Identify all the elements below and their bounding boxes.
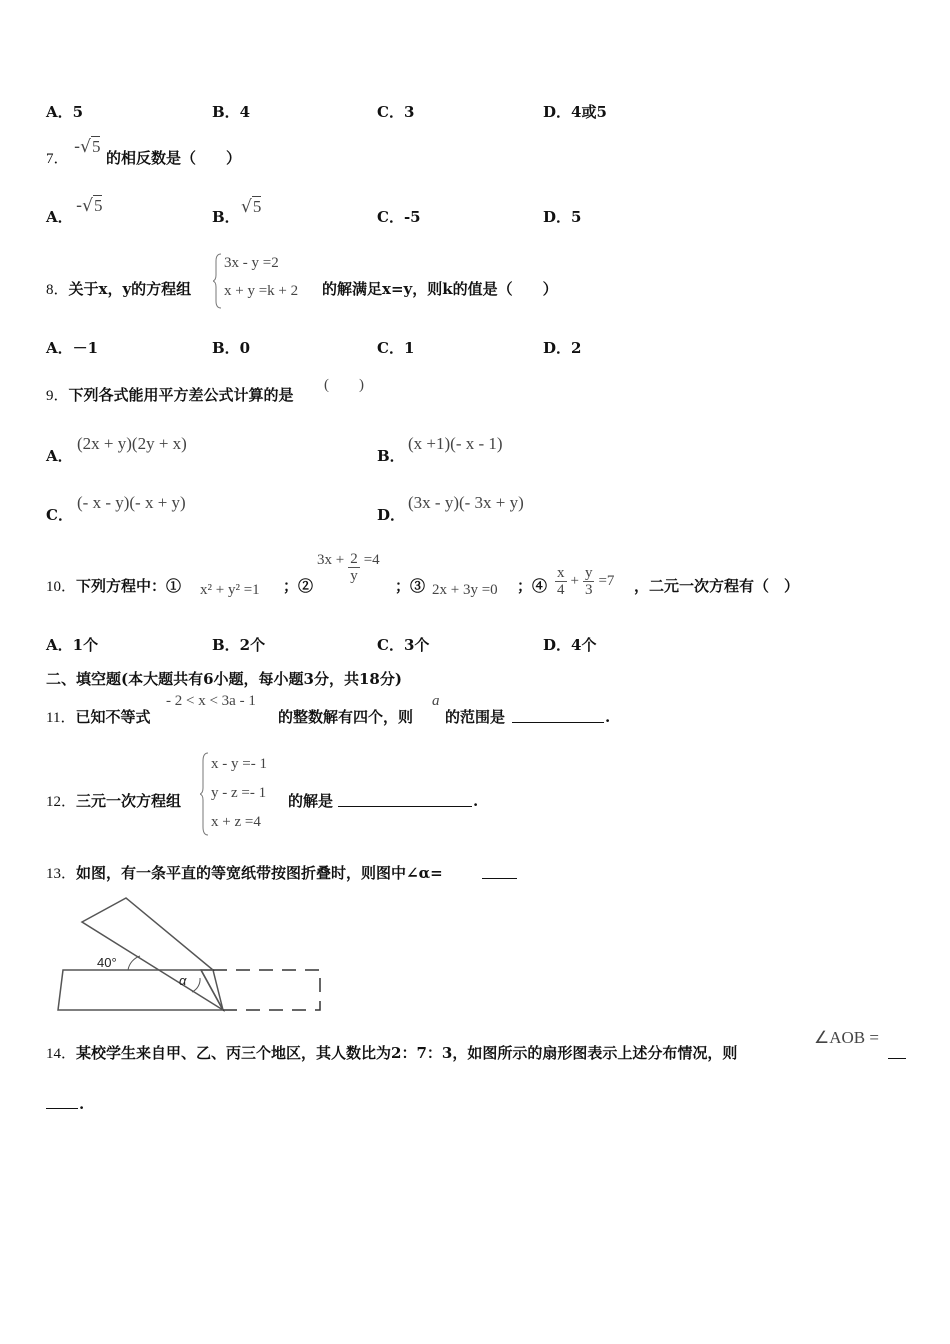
strip-lower-part: [58, 970, 223, 1010]
q11-tail: .: [605, 708, 611, 726]
q9-number: 9．: [46, 388, 69, 404]
q8-stem-after: 的解满足x=y，则k的值是（ ）: [322, 280, 558, 298]
q9-option-a-label: A．: [46, 447, 73, 465]
strip-folded-part: [82, 898, 223, 1010]
q10-equation-1: x² + y² =1: [200, 582, 260, 598]
q14-number: 14．: [46, 1046, 77, 1062]
q9-option-b-expr: (x +1)(- x - 1): [408, 434, 503, 453]
q11-variable: a: [432, 693, 440, 709]
q9-option-c-expr: (- x - y)(- x + y): [77, 493, 186, 512]
q11-stem-after: 的范围是: [445, 708, 506, 726]
q12-equation-1: x - y =- 1: [211, 756, 267, 772]
q7-option-a-label: A．: [46, 208, 73, 226]
q8-option-b: B．0: [212, 339, 251, 357]
q11-inequality: - 2 < x < 3a - 1: [166, 693, 256, 709]
q7-option-c: C．-5: [377, 208, 421, 226]
q13-answer-blank: [482, 878, 517, 879]
q9-question: [46, 385, 294, 406]
q7-option-b-label: B．: [212, 208, 240, 226]
q14-answer-blank-end: [46, 1108, 78, 1109]
q8-option-a: A．－1: [46, 339, 99, 357]
q10-stem-after: ，二元一次方程有（ ）: [634, 577, 800, 595]
q14-question: [46, 1043, 737, 1064]
q13-question: [46, 863, 443, 884]
q7-option-d: D．5: [543, 208, 582, 226]
q12-stem-before: 三元一次方程组: [76, 792, 182, 810]
q10-question: [46, 576, 181, 597]
q8-question: [46, 279, 191, 300]
q8-system-brace: [213, 253, 223, 309]
q8-number: 8．: [46, 282, 69, 298]
q9-option-d-label: D．: [377, 506, 406, 524]
q10-equation-2: 3x + $\frac{2}{y}$ =4: [317, 551, 380, 584]
q14-answer-blank-start: [888, 1058, 906, 1059]
q7-number: 7．: [46, 151, 69, 167]
q8-equation-2: x + y =k + 2: [224, 283, 299, 299]
q12-question: [46, 791, 181, 812]
q10-sep-4: ；④: [517, 577, 548, 595]
q6-option-d: D．4或5: [543, 103, 607, 121]
q9-option-d-expr: (3x - y)(- 3x + y): [408, 493, 524, 512]
q10-equation-3: 2x + 3y =0: [432, 582, 498, 598]
q10-equation-4: $\frac{x}{4}$ + $\frac{y}{3}$ =7: [557, 565, 615, 598]
q8-equation-1: 3x - y =2: [224, 255, 279, 271]
q10-option-d: D．4个: [543, 636, 597, 654]
q13-stem: 如图，有一条平直的等宽纸带按图折叠时，则图中∠α=: [76, 864, 443, 882]
q9-option-c-label: C．: [46, 506, 73, 524]
q11-number: 11．: [46, 710, 76, 726]
q13-number: 13．: [46, 866, 77, 882]
q10-sep-2: ；②: [283, 577, 314, 595]
q6-option-a: A．5: [46, 103, 84, 121]
q6-option-c: C．3: [377, 103, 415, 121]
q9-stem: 下列各式能用平方差公式计算的是: [68, 386, 294, 404]
q7-stem: 的相反数是（ ）: [106, 149, 242, 167]
q12-stem-after: 的解是: [288, 792, 334, 810]
q7-expression: -√5: [74, 137, 101, 157]
q13-folded-strip-figure: [40, 892, 330, 1017]
q12-tail: .: [473, 792, 479, 810]
q8-option-c: C．1: [377, 339, 415, 357]
strip-dashed-continuation: [213, 970, 320, 1010]
q10-option-a: A．1个: [46, 636, 99, 654]
q10-option-b: B．2个: [212, 636, 266, 654]
q11-question: [46, 707, 150, 728]
q10-number: 10．: [46, 579, 77, 595]
q10-option-c: C．3个: [377, 636, 430, 654]
q7-question: [46, 148, 69, 169]
q14-angle-expression: ∠AOB =: [814, 1028, 879, 1047]
q9-option-a-expr: (2x + y)(2y + x): [77, 434, 187, 453]
q10-sep-3: ；③: [395, 577, 426, 595]
q10-stem-before: 下列方程中：①: [76, 577, 182, 595]
q6-option-b: B．4: [212, 103, 251, 121]
q11-stem-mid: 的整数解有四个，则: [278, 708, 414, 726]
q8-stem-before: 关于x，y的方程组: [68, 280, 192, 298]
q7-option-a-expr: -√5: [76, 196, 103, 216]
q8-option-d: D．2: [543, 339, 582, 357]
q7-option-b-expr: √5: [241, 197, 262, 217]
angle-40-arc: [128, 956, 140, 970]
q12-number: 12．: [46, 794, 77, 810]
angle-alpha-label: α: [179, 973, 187, 988]
section-heading: 二、填空题(本大题共有6小题，每小题3分，共18分): [46, 670, 402, 688]
q9-paren: ( ): [324, 377, 364, 393]
q14-tail: .: [79, 1095, 85, 1113]
angle-40-label: 40°: [97, 955, 117, 970]
q12-answer-blank: [338, 806, 472, 807]
q12-system-brace: [200, 752, 210, 836]
q12-equation-2: y - z =- 1: [211, 785, 267, 801]
angle-alpha-arc: [192, 978, 200, 992]
q11-answer-blank: [512, 722, 604, 723]
q9-option-b-label: B．: [377, 447, 405, 465]
q14-stem: 某校学生来自甲、乙、丙三个地区，其人数比为2：7：3，如图所示的扇形图表示上述分布情况，则: [76, 1044, 738, 1062]
q12-equation-3: x + z =4: [211, 814, 261, 830]
q11-stem-before: 已知不等式: [75, 708, 151, 726]
